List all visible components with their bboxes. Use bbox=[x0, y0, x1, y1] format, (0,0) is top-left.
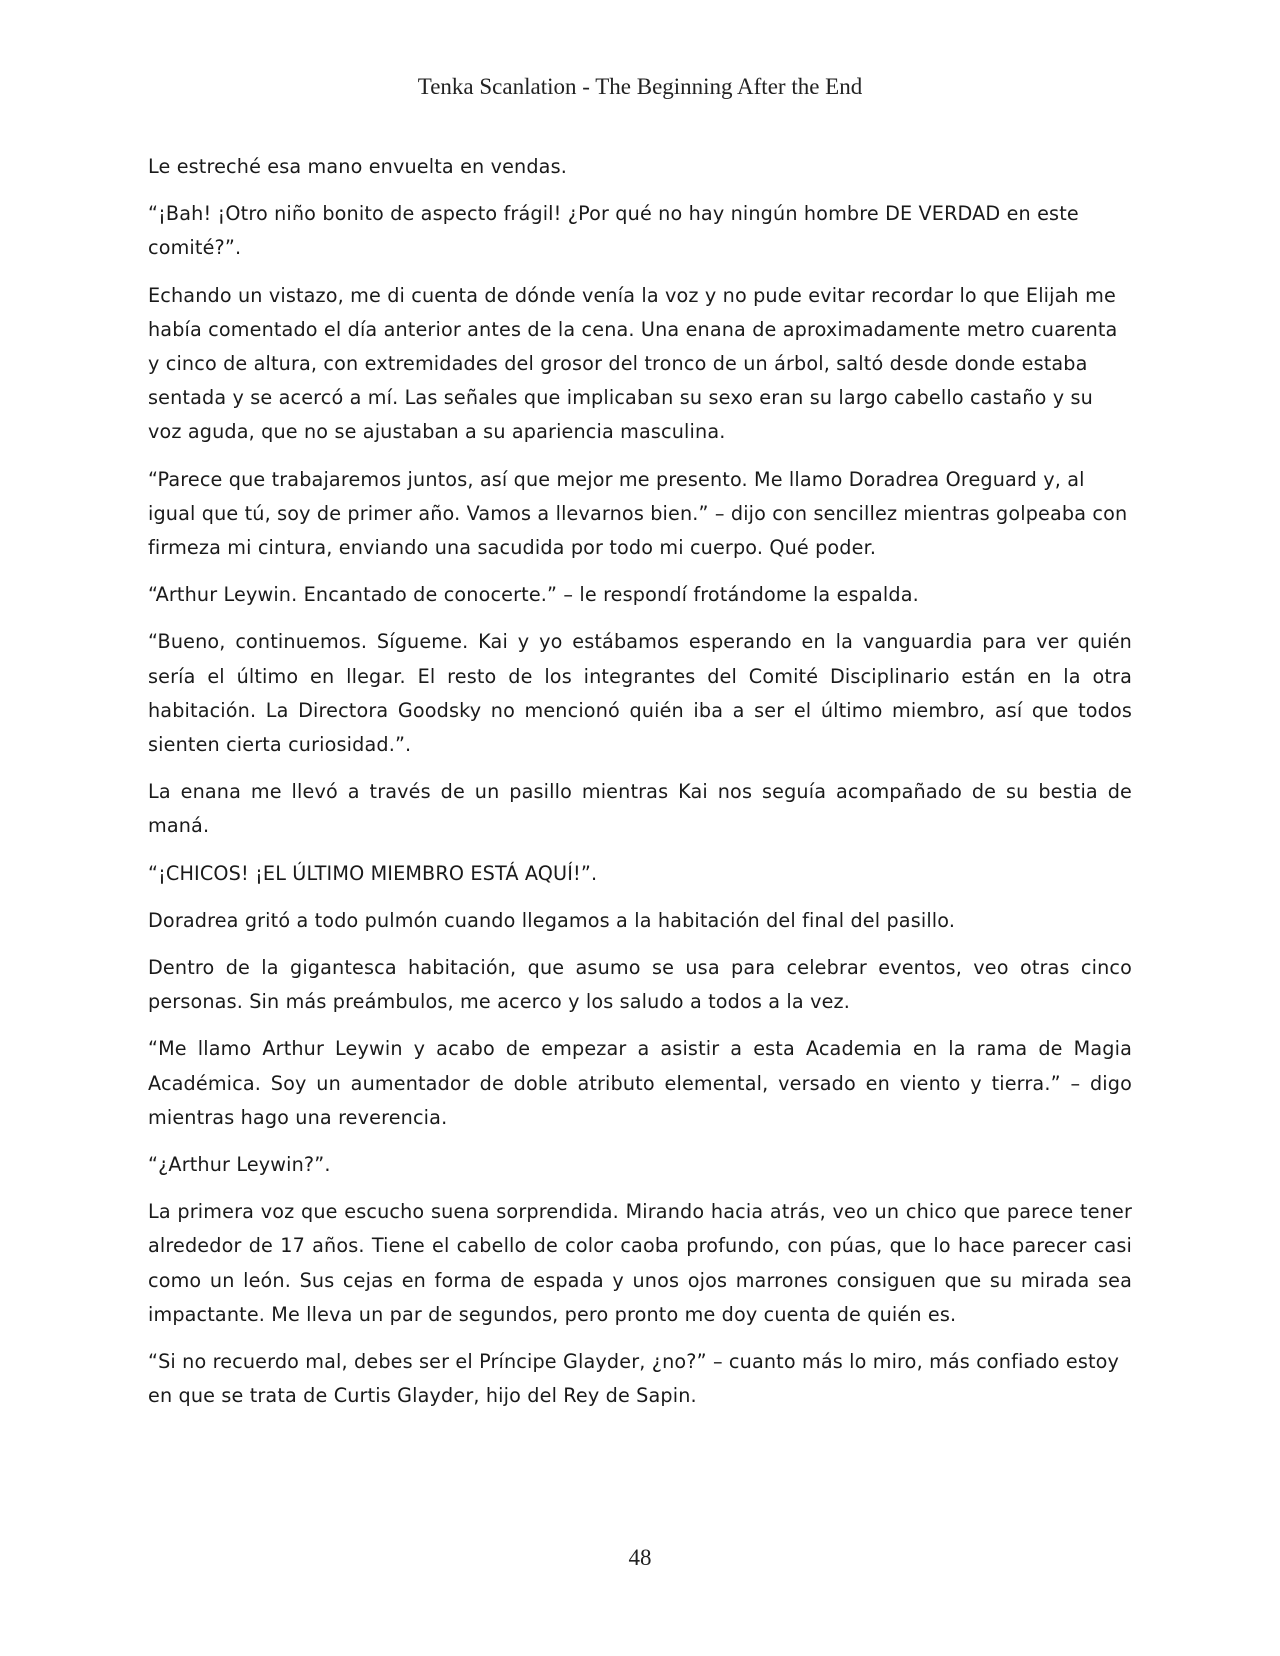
paragraph: “Bueno, continuemos. Sígueme. Kai y yo estábamos esperando en la vanguardia para ver quién sería el último en llegar. El resto de los integrantes del Comité Disciplinario están en la otra habitación. La Directora Goodsky no mencionó quién iba a ser el último miembro, así que todos sienten cierta curiosidad.”. bbox=[148, 630, 1132, 757]
paragraph: “Me llamo Arthur Leywin y acabo de empezar a asistir a esta Academia en la rama de Magia Académica. Soy un aumentador de doble atributo elemental, versado en viento y tierra.” – digo mientras hago una reverencia. bbox=[148, 1037, 1132, 1129]
page-number: 48 bbox=[628, 1545, 652, 1570]
paragraph: Dentro de la gigantesca habitación, que asumo se usa para celebrar eventos, veo otras cinco personas. Sin más preámbulos, me acerco y los saludo a todos a la vez. bbox=[148, 956, 1132, 1014]
paragraph: “¿Arthur Leywin?”. bbox=[148, 1153, 331, 1177]
paragraph: “Arthur Leywin. Encantado de conocerte.” – le respondí frotándome la espalda. bbox=[148, 583, 919, 607]
paragraph: “Si no recuerdo mal, debes ser el Príncipe Glayder, ¿no?” – cuanto más lo miro, más confiado estoy en que se trata de Curtis Glayder, hijo del Rey de Sapin. bbox=[148, 1350, 1120, 1408]
paragraph: Echando un vistazo, me di cuenta de dónde venía la voz y no pude evitar recordar lo que Elijah me había comentado el día anterior antes de la cena. Una enana de aproximadamente metro cuarenta y cinco de altura, con extremidades del grosor del tronco de un árbol, saltó desde donde estaba sentada y se acercó a mí. Las señales que implicaban su sexo eran su largo cabello castaño y su voz aguda, que no se ajustaban a su apariencia masculina. bbox=[148, 283, 1118, 444]
paragraph: “¡CHICOS! ¡EL ÚLTIMO MIEMBRO ESTÁ AQUÍ!”. bbox=[148, 861, 598, 885]
page-header: Tenka Scanlation - The Beginning After the End bbox=[417, 74, 863, 99]
paragraph: La enana me llevó a través de un pasillo mientras Kai nos seguía acompañado de su bestia de maná. bbox=[148, 780, 1132, 838]
paragraph: Le estreché esa mano envuelta en vendas. bbox=[148, 155, 567, 178]
paragraph: Doradrea gritó a todo pulmón cuando llegamos a la habitación del final del pasillo. bbox=[148, 908, 956, 932]
page-body bbox=[148, 150, 1132, 1427]
paragraph: “Parece que trabajaremos juntos, así que mejor me presento. Me llamo Doradrea Oreguard y, al igual que tú, soy de primer año. Vamos a llevarnos bien.” – dijo con sencillez mientras golpeaba con firmeza mi cintura, enviando una sacudida por todo mi cuerpo. Qué poder. bbox=[148, 467, 1128, 560]
paragraph: La primera voz que escucho suena sorprendida. Mirando hacia atrás, veo un chico que parece tener alrededor de 17 años. Tiene el cabello de color caoba profundo, con púas, que lo hace parecer casi como un león. Sus cejas en forma de espada y unos ojos marrones consiguen que su mirada sea impactante. Me lleva un par de segundos, pero pronto me doy cuenta de quién es. bbox=[148, 1200, 1132, 1326]
paragraph: “¡Bah! ¡Otro niño bonito de aspecto frágil! ¿Por qué no hay ningún hombre DE VERDAD en este comité?”. bbox=[148, 202, 1079, 260]
